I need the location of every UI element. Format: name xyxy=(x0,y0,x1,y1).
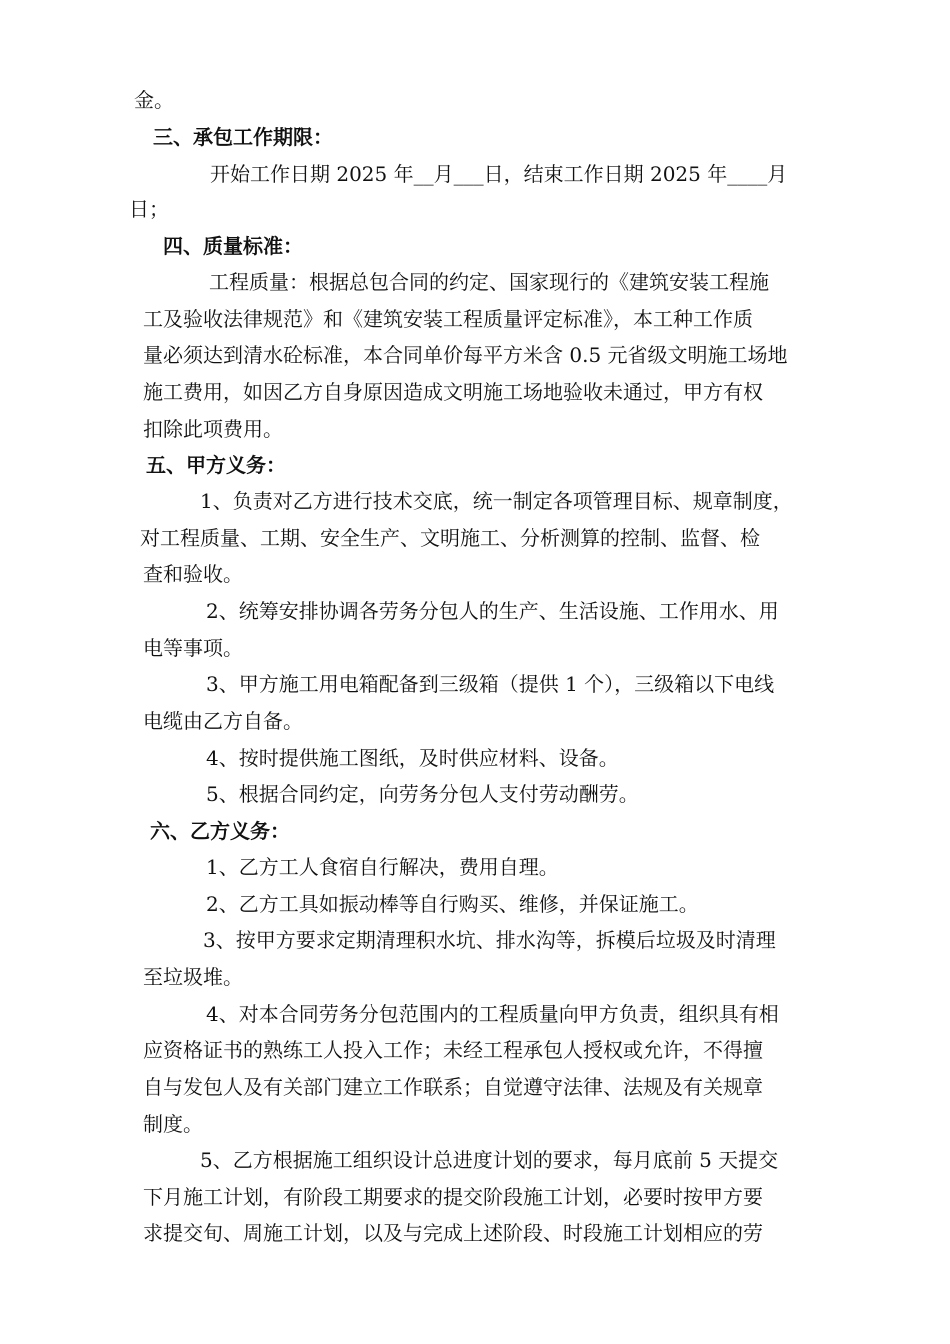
paragraph-line: 1、乙方工人食宿自行解决，费用自理。 xyxy=(206,855,559,879)
paragraph-line: 电缆由乙方自备。 xyxy=(143,709,303,733)
section-heading: 四、质量标准： xyxy=(163,234,303,258)
paragraph-line: 至垃圾堆。 xyxy=(143,965,243,989)
paragraph-line: 应资格证书的熟练工人投入工作；未经工程承包人授权或允许，不得擅 xyxy=(143,1038,763,1062)
paragraph-line: 扣除此项费用。 xyxy=(143,417,283,441)
paragraph-line: 工程质量：根据总包合同的约定、国家现行的《建筑安装工程施 xyxy=(209,270,769,294)
paragraph-line: 3、按甲方要求定期清理积水坑、排水沟等，拆模后垃圾及时清理 xyxy=(203,928,776,952)
section-heading: 五、甲方义务： xyxy=(146,453,286,477)
paragraph-line: 开始工作日期 2025 年__月___日，结束工作日期 2025 年____月 xyxy=(210,162,788,186)
paragraph-line: 4、对本合同劳务分包范围内的工程质量向甲方负责，组织具有相 xyxy=(206,1002,779,1026)
paragraph-line: 电等事项。 xyxy=(143,636,243,660)
paragraph-line: 日； xyxy=(129,197,169,221)
paragraph-line: 金。 xyxy=(134,88,174,112)
paragraph-line: 1、负责对乙方进行技术交底，统一制定各项管理目标、规章制度， xyxy=(200,489,793,513)
paragraph-line: 下月施工计划，有阶段工期要求的提交阶段施工计划，必要时按甲方要 xyxy=(143,1185,763,1209)
paragraph-line: 对工程质量、工期、安全生产、文明施工、分析测算的控制、监督、检 xyxy=(140,526,760,550)
paragraph-line: 5、乙方根据施工组织设计总进度计划的要求，每月底前 5 天提交 xyxy=(200,1148,779,1172)
paragraph-line: 3、甲方施工用电箱配备到三级箱（提供 1 个），三级箱以下电线 xyxy=(206,672,775,696)
section-heading: 三、承包工作期限： xyxy=(153,125,333,149)
paragraph-line: 5、根据合同约定，向劳务分包人支付劳动酬劳。 xyxy=(206,782,639,806)
paragraph-line: 查和验收。 xyxy=(143,562,243,586)
paragraph-line: 2、乙方工具如振动棒等自行购买、维修，并保证施工。 xyxy=(206,892,699,916)
paragraph-line: 施工费用，如因乙方自身原因造成文明施工场地验收未通过，甲方有权 xyxy=(143,380,763,404)
paragraph-line: 求提交旬、周施工计划，以及与完成上述阶段、时段施工计划相应的劳 xyxy=(143,1221,763,1245)
section-heading: 六、乙方义务： xyxy=(150,819,290,843)
paragraph-line: 量必须达到清水砼标准，本合同单价每平方米含 0.5 元省级文明施工场地 xyxy=(143,343,788,367)
paragraph-line: 自与发包人及有关部门建立工作联系；自觉遵守法律、法规及有关规章 xyxy=(143,1075,763,1099)
paragraph-line: 工及验收法律规范》和《建筑安装工程质量评定标准》，本工种工作质 xyxy=(143,307,753,331)
paragraph-line: 4、按时提供施工图纸，及时供应材料、设备。 xyxy=(206,746,619,770)
paragraph-line: 2、统筹安排协调各劳务分包人的生产、生活设施、工作用水、用 xyxy=(206,599,779,623)
paragraph-line: 制度。 xyxy=(143,1112,203,1136)
